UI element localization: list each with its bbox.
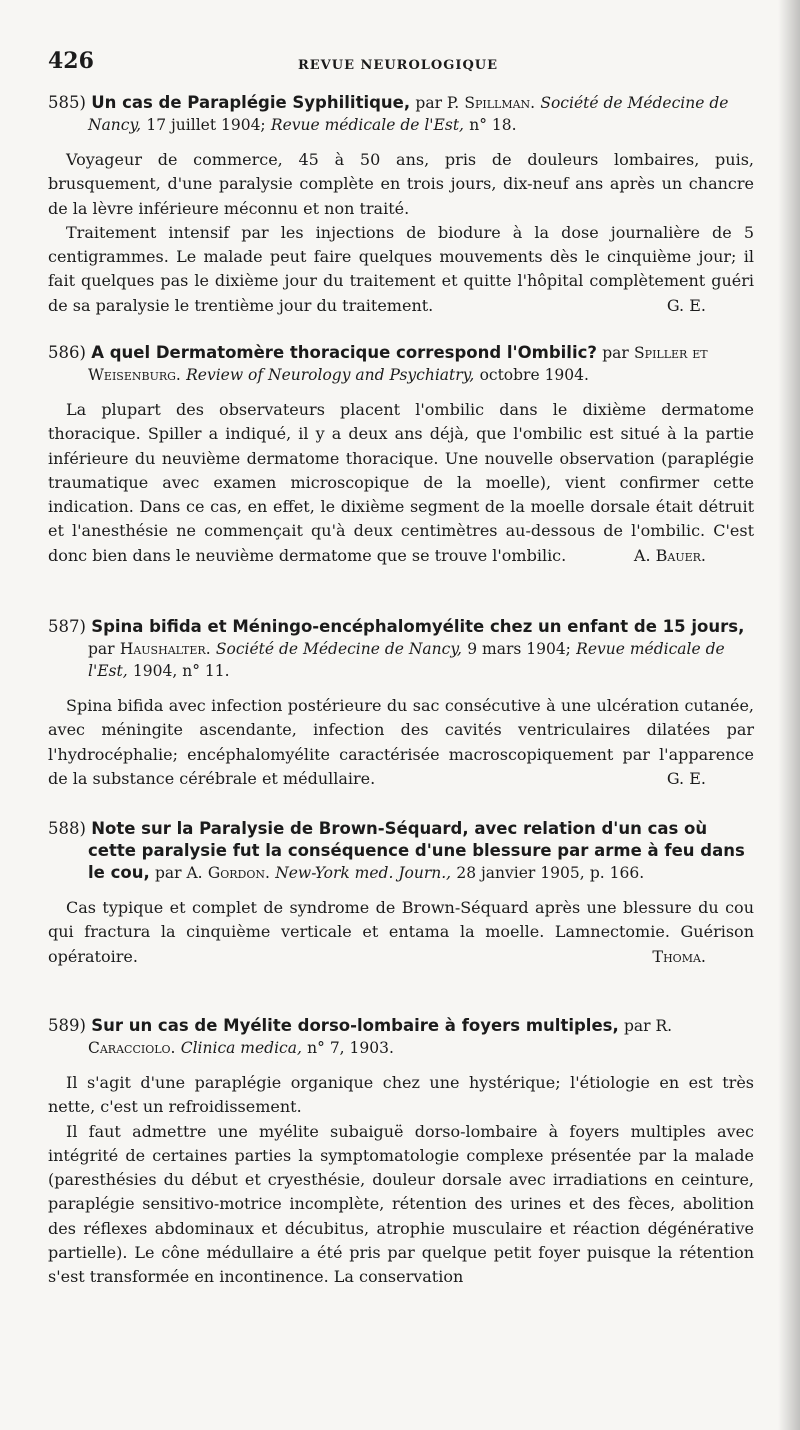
abstract-588 <box>48 818 754 969</box>
abstract-headline: 586) A quel Dermatomère thoracique correspond l'Ombilic? par Spiller et Weisenburg. Review of Neurology and Psychiatry, octobre 1904. <box>48 343 708 384</box>
journal-title: REVUE NEUROLOGIQUE <box>297 58 499 73</box>
signature: G. E. <box>666 768 706 788</box>
signature: Thoma. <box>652 946 706 966</box>
author: Gordon. <box>207 864 270 882</box>
author: Spillman. <box>464 94 536 112</box>
signature: G. E. <box>666 295 706 315</box>
abstract-headline: 587) Spina bifida et Méningo-encéphalomyélite chez un enfant de 15 jours, par Haushalter. Société de Médecine de Nancy, 9 mars 1904; Revue médicale de l'Est, 1904, n° 11. <box>48 617 745 680</box>
abstract-title: Sur un cas de Myélite dorso-lombaire à foyers multiples, <box>91 1016 619 1035</box>
signature: A. Bauer. <box>633 545 706 565</box>
abstract-headline: 589) Sur un cas de Myélite dorso-lombaire à foyers multiples, par R. Caracciolo. Clinica medica, n° 7, 1903. <box>48 1016 673 1057</box>
paragraph: Voyageur de commerce, 45 à 50 ans, pris de douleurs lombaires, puis, brusquement, d'une paralysie complète en trois jours, dix-neuf ans après un chancre de la lèvre inférieure méconnu et non traité. <box>48 150 754 218</box>
paragraph: Traitement intensif par les injections de biodure à la dose journalière de 5 centigrammes. Le malade peut faire quelques mouvements dès le cinquième jour; il fait quelques pas le dixième jour du traitement et quitte l'hôpital complètement guéri de sa paralysie le trentième jour du traitement. G. E. <box>48 221 754 318</box>
abstract-title: A quel Dermatomère thoracique correspond l'Ombilic? <box>91 343 597 362</box>
author: Haushalter. <box>119 640 211 658</box>
paragraph: La plupart des observateurs placent l'ombilic dans le dixième dermatome thoracique. Spiller a indiqué, il y a deux ans déjà, que l'ombilic est situé à la partie inférieure du neuvième dermatome thoracique. Une nouvelle observation (paraplégie traumatique avec examen microscopique de la moelle), vient confirmer cette indication. Dans ce cas, en effet, le dixième segment de la moelle dorsale était détruit et l'anesthésie ne commençait qu'à deux centimètres au-dessous de l'ombilic. C'est donc bien dans le neuvième dermatome que se trouve l'ombilic. A. Bauer. <box>48 398 754 568</box>
paragraph: Cas typique et complet de syndrome de Brown-Séquard après une blessure du cou qui fractura la cinquième verticale et entama la moelle. Lamnectomie. Guérison opératoire. Thoma. <box>48 896 754 969</box>
abstract-headline: 585) Un cas de Paraplégie Syphilitique, par P. Spillman. Société de Médecine de Nancy, 17 juillet 1904; Revue médicale de l'Est, n° 18. <box>48 93 729 134</box>
author: Spiller et Weisenburg. <box>88 344 708 384</box>
abstract-589 <box>48 1015 754 1290</box>
paragraph: Spina bifida avec infection postérieure du sac consécutive à une ulcération cutanée, avec méningite ascendante, infection des cavités ventriculaires dilatées par l'hydrocéphalie; encéphalomyélite caractérisée macroscopiquement par l'apparence de la substance cérébrale et médullaire. G. E. <box>48 694 754 791</box>
abstract-586 <box>48 342 754 568</box>
paragraph: Il s'agit d'une paraplégie organique chez une hystérique; l'étiologie en est très nette, c'est un refroidissement. <box>48 1073 754 1117</box>
running-header <box>48 48 748 78</box>
abstract-title: Spina bifida et Méningo-encéphalomyélite chez un enfant de 15 jours, <box>91 617 745 636</box>
paragraph: Il faut admettre une myélite subaiguë dorso-lombaire à foyers multiples avec intégrité de certaines parties la symptomatologie complexe présentée par la malade (paresthésies du début et cryesthésie, douleur dorsale avec irradiations en ceinture, paraplégie sensitivo-motrice incomplète, rétention des urines et des fèces, abolition des réflexes abdominaux et décubitus, atrophie musculaire et réaction dégénérative partielle). Le cône médullaire a été pris par quelque petit foyer puisque la rétention s'est transformée en incontinence. La conservation <box>48 1121 754 1287</box>
abstract-title: Un cas de Paraplégie Syphilitique, <box>91 93 411 112</box>
abstract-title: Note sur la Paralysie de Brown-Séquard, avec relation d'un cas où cette paralysie fut la conséquence d'une blessure par arme à feu dans le cou, <box>88 819 745 882</box>
page-edge-shadow <box>778 0 800 1430</box>
page-number: 426 <box>48 48 94 74</box>
author: Caracciolo. <box>88 1039 176 1057</box>
abstract-headline: 588) Note sur la Paralysie de Brown-Séquard, avec relation d'un cas où cette paralysie fut la conséquence d'une blessure par arme à feu dans le cou, par A. Gordon. New-York med. Journ., 28 janvier 1905, p. 166. <box>48 819 745 882</box>
abstract-585 <box>48 92 754 318</box>
abstract-587 <box>48 616 754 791</box>
